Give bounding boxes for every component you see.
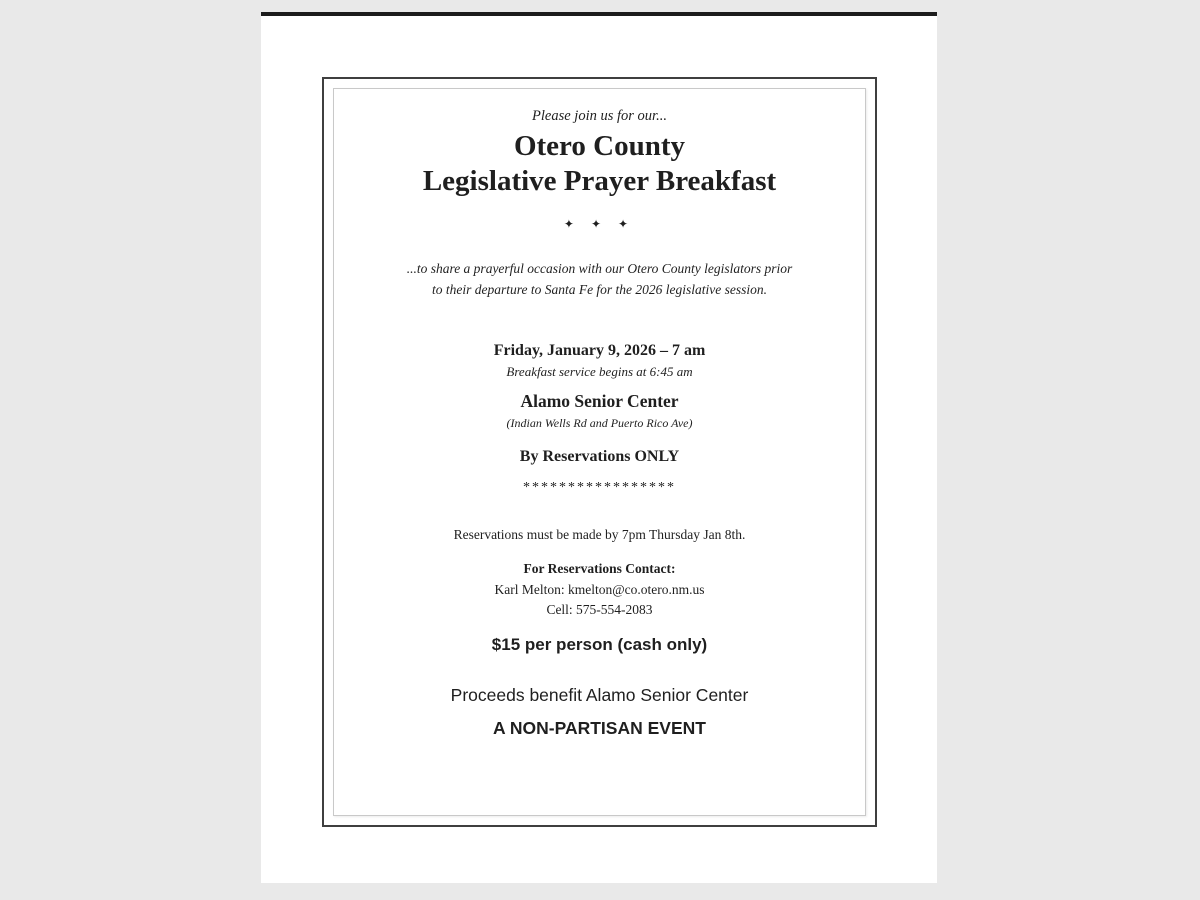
venue-name: Alamo Senior Center xyxy=(520,391,679,411)
description-line-1: ...to share a prayerful occasion with our Otero County legislators prior xyxy=(406,261,793,276)
flyer-frame xyxy=(322,77,877,827)
service-note: Breakfast service begins at 6:45 am xyxy=(506,364,693,379)
diamond-ornament: ✦ ✦ ✦ xyxy=(563,217,636,231)
nonpartisan-line: A NON-PARTISAN EVENT xyxy=(493,718,706,738)
contact-phone-line: Cell: 575-554-2083 xyxy=(546,602,653,617)
event-title-line-2: Legislative Prayer Breakfast xyxy=(422,165,777,197)
price-line: $15 per person (cash only) xyxy=(491,635,708,654)
description-line-2: to their departure to Santa Fe for the 2026 legislative session. xyxy=(431,282,768,297)
reservation-deadline: Reservations must be made by 7pm Thursday Jan 8th. xyxy=(453,527,746,542)
event-title-line-1: Otero County xyxy=(513,130,686,162)
event-datetime: Friday, January 9, 2026 – 7 am xyxy=(493,342,706,359)
contact-heading: For Reservations Contact: xyxy=(523,561,676,576)
venue-address: (Indian Wells Rd and Puerto Rico Ave) xyxy=(506,416,693,430)
proceeds-line: Proceeds benefit Alamo Senior Center xyxy=(450,685,749,705)
reservations-only-note: By Reservations ONLY xyxy=(519,448,680,465)
contact-email-line: Karl Melton: kmelton@co.otero.nm.us xyxy=(494,582,705,597)
document-page xyxy=(261,16,937,883)
event-description xyxy=(324,258,875,300)
intro-line: Please join us for our... xyxy=(532,108,667,124)
asterisk-separator: ***************** xyxy=(523,480,676,495)
